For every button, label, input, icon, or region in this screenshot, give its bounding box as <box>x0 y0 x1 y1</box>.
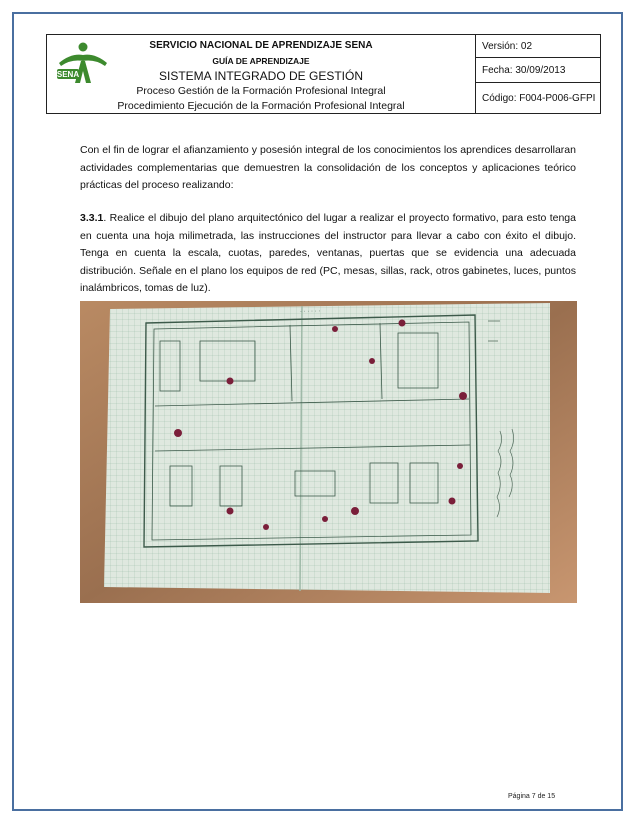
procedure-name: Procedimiento Ejecución de la Formación Profesional Integral <box>117 100 405 112</box>
process-name: Proceso Gestión de la Formación Profesional Integral <box>136 85 386 97</box>
system-name: SISTEMA INTEGRADO DE GESTIÓN <box>158 69 364 83</box>
activity-text: . Realice el dibujo del plano arquitectónico del lugar a realizar el proyecto formativo, para esto tenga en cuenta una hoja milimetrada, las instrucciones del instructor para llevar a cabo con éxito el dibujo. Tenga en cuenta la escala, cuotas, paredes, ventanas, puertas que se evidencia una adecuada distribución. Señale en el plano los equipos de red (PC, mesas, sillas, rack, otros gabinetes, luces, puntos inalámbricos, tomas de luz). <box>80 212 576 294</box>
activity-paragraph <box>80 210 576 298</box>
logo-text: SENA <box>56 70 80 79</box>
header-title-block <box>47 35 476 113</box>
activity-number: 3.3.1 <box>80 212 104 224</box>
org-name: SERVICIO NACIONAL DE APRENDIZAJE SENA <box>149 40 373 51</box>
code-cell: Código: F004-P006-GFPI <box>482 92 596 104</box>
header-meta-block <box>476 35 600 113</box>
doc-type: GUÍA DE APRENDIZAJE <box>212 56 310 66</box>
floor-plan-photo <box>80 301 577 603</box>
page-number: Página 7 de 15 <box>508 793 556 800</box>
intro-paragraph: Con el fin de lograr el afianzamiento y posesión integral de los conocimientos los aprendices desarrollaran actividades complementarias que demuestren la consolidación de los conceptos y aplicaciones teórico prácticas del proceso realizando: <box>80 144 576 191</box>
date-cell: Fecha: 30/09/2013 <box>476 58 600 83</box>
svg-text:· · · · · ·: · · · · · · <box>299 308 321 315</box>
version-cell: Versión: 02 <box>476 35 600 58</box>
document-header <box>46 34 601 114</box>
